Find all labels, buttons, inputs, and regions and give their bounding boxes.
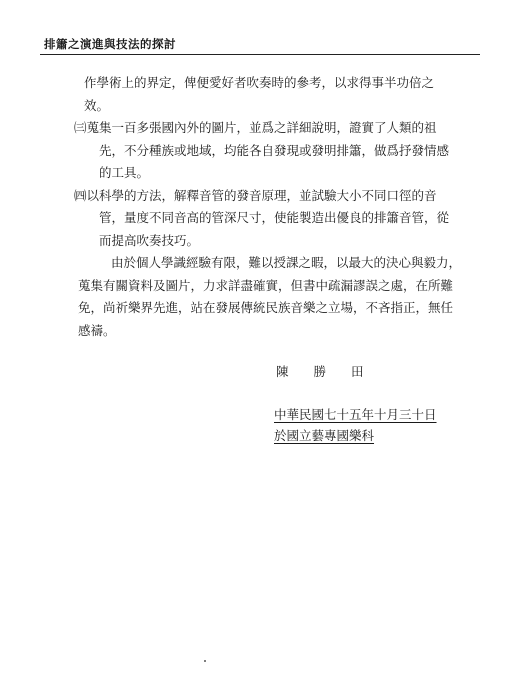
text-line: 由於個人學識經驗有限，難以授課之暇，以最大的決心與毅力， [111, 255, 462, 270]
text-line: 感禱。 [78, 322, 116, 338]
text-line: 效。 [84, 97, 110, 113]
signature-block [274, 404, 437, 446]
text-line: 而提高吹奏技巧。 [99, 232, 200, 248]
signature-date: 中華民國七十五年十月三十日 [274, 407, 437, 422]
signature-institution: 於國立藝專國樂科 [274, 428, 375, 443]
text-line: 作學術上的界定，俾便愛好者吹奏時的參考，以求得事半功倍之 [84, 75, 435, 90]
paragraph-item-3 [74, 117, 476, 185]
running-header: 排簫之演進與技法的探討 [44, 37, 176, 51]
paragraph-closing [78, 252, 476, 342]
text-line: ㈢蒐集一百多張國內外的圖片，並爲之詳細說明，證實了人類的祖 [74, 120, 437, 135]
body-text [74, 72, 476, 342]
paragraph-intro-continuation [84, 72, 476, 117]
paragraph-item-4 [74, 185, 476, 253]
header-rule [40, 54, 480, 55]
scan-speck [204, 660, 206, 662]
text-line: ㈣以科學的方法，解釋音管的發音原理，並試驗大小不同口徑的音 [74, 187, 437, 203]
text-line: 管，量度不同音高的管深尺寸，使能製造出優良的排簫音管，從 [99, 210, 450, 225]
text-line: 免，尚祈樂界先進，站在發展傳統民族音樂之立場，不吝指正，無任 [78, 300, 454, 315]
author-name: 陳勝田 [276, 364, 389, 379]
text-line: 的工具。 [99, 165, 150, 180]
text-line: 蒐集有關資料及圖片，力求詳盡確實，但書中疏漏謬誤之處，在所難 [78, 277, 454, 293]
text-line: 先，不分種族或地域，均能各自發現或發明排簫，做爲抒發情感 [99, 142, 450, 158]
